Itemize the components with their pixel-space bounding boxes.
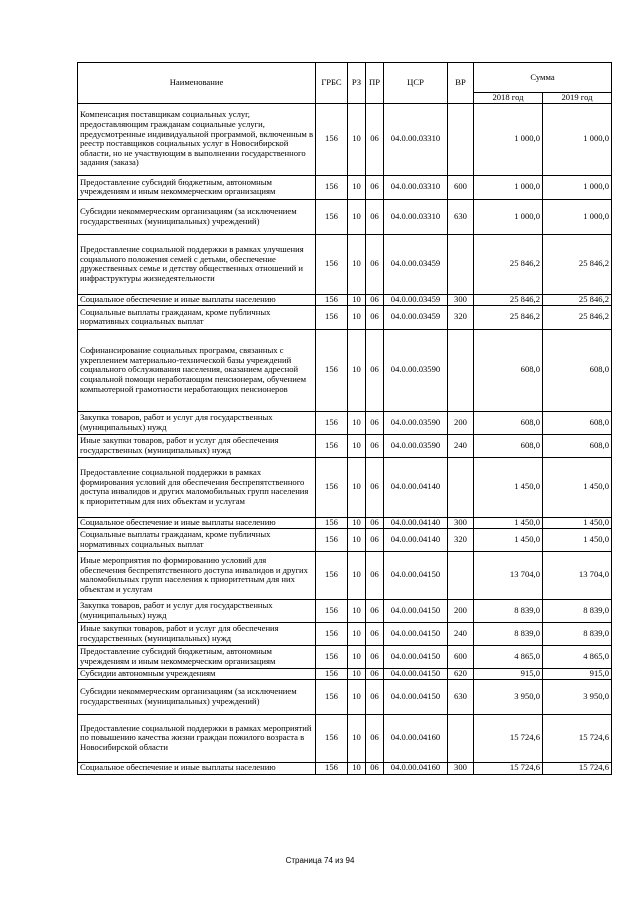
row-grbs: 156 (316, 551, 348, 599)
row-name: Социальные выплаты гражданам, кроме публичных нормативных социальных выплат (78, 305, 316, 329)
row-sum-2018: 4 865,0 (474, 645, 543, 668)
row-vr: 320 (448, 528, 474, 551)
row-sum-2018: 15 724,6 (474, 762, 543, 774)
row-pr: 06 (366, 762, 384, 774)
row-grbs: 156 (316, 294, 348, 305)
row-csr: 04.0.00.04140 (384, 517, 448, 528)
row-sum-2019: 1 450,0 (543, 457, 612, 517)
row-pr: 06 (366, 199, 384, 234)
budget-table (77, 62, 612, 775)
row-pr: 06 (366, 457, 384, 517)
row-name: Предоставление социальной поддержки в рамках формирования условий для обеспечения беспрепятственного доступа инвалидов и других маломобильных групп населения к приоритетным для них объектам и услугам (78, 457, 316, 517)
page-footer: Страница 74 из 94 (285, 856, 355, 865)
row-sum-2018: 15 724,6 (474, 714, 543, 762)
row-grbs: 156 (316, 434, 348, 457)
row-grbs: 156 (316, 175, 348, 199)
row-vr: 240 (448, 434, 474, 457)
table-row (78, 599, 612, 622)
row-rz: 10 (348, 668, 366, 679)
row-rz: 10 (348, 175, 366, 199)
row-vr: 200 (448, 599, 474, 622)
row-grbs: 156 (316, 714, 348, 762)
row-csr: 04.0.00.04150 (384, 599, 448, 622)
header-vr: ВР (448, 63, 474, 104)
header-year-2019: 2019 год (543, 93, 612, 104)
row-rz: 10 (348, 551, 366, 599)
row-vr: 240 (448, 622, 474, 645)
row-csr: 04.0.00.03590 (384, 329, 448, 411)
row-grbs: 156 (316, 305, 348, 329)
row-pr: 06 (366, 294, 384, 305)
row-vr: 300 (448, 517, 474, 528)
row-name: Предоставление субсидий бюджетным, автономным учреждениям и иным некоммерческим организациям (78, 645, 316, 668)
row-sum-2018: 1 450,0 (474, 457, 543, 517)
row-grbs: 156 (316, 234, 348, 294)
table-row (78, 622, 612, 645)
row-sum-2018: 915,0 (474, 668, 543, 679)
row-pr: 06 (366, 329, 384, 411)
row-name: Компенсация поставщикам социальных услуг, предоставляющим гражданам социальные услуги, предусмотренные индивидуальной программой, включенным в реестр поставщиков социальных услуг в Новосибирской области, но не участвующим в выполнении государственного задания (заказа) (78, 103, 316, 175)
row-grbs: 156 (316, 411, 348, 434)
row-csr: 04.0.00.04140 (384, 457, 448, 517)
row-grbs: 156 (316, 517, 348, 528)
table-row (78, 294, 612, 305)
row-rz: 10 (348, 714, 366, 762)
row-vr: 600 (448, 645, 474, 668)
row-name: Социальные выплаты гражданам, кроме публичных нормативных социальных выплат (78, 528, 316, 551)
table-row (78, 645, 612, 668)
row-rz: 10 (348, 234, 366, 294)
row-grbs: 156 (316, 103, 348, 175)
row-sum-2019: 915,0 (543, 668, 612, 679)
row-pr: 06 (366, 234, 384, 294)
row-rz: 10 (348, 679, 366, 714)
row-rz: 10 (348, 329, 366, 411)
row-rz: 10 (348, 517, 366, 528)
table-row (78, 234, 612, 294)
table-row (78, 411, 612, 434)
row-pr: 06 (366, 305, 384, 329)
row-pr: 06 (366, 517, 384, 528)
row-name: Субсидии некоммерческим организациям (за исключением государственных (муниципальных) учреждений) (78, 679, 316, 714)
row-sum-2018: 25 846,2 (474, 234, 543, 294)
row-csr: 04.0.00.04160 (384, 714, 448, 762)
row-pr: 06 (366, 551, 384, 599)
row-name: Предоставление социальной поддержки в рамках мероприятий по повышению качества жизни граждан пожилого возраста в Новосибирской области (78, 714, 316, 762)
row-rz: 10 (348, 645, 366, 668)
table-row (78, 668, 612, 679)
row-grbs: 156 (316, 528, 348, 551)
row-vr (448, 329, 474, 411)
row-csr: 04.0.00.03310 (384, 175, 448, 199)
row-vr (448, 714, 474, 762)
row-name: Закупка товаров, работ и услуг для государственных (муниципальных) нужд (78, 411, 316, 434)
row-name: Иные закупки товаров, работ и услуг для обеспечения государственных (муниципальных) нужд (78, 622, 316, 645)
row-vr (448, 234, 474, 294)
row-sum-2018: 1 000,0 (474, 199, 543, 234)
row-csr: 04.0.00.03459 (384, 234, 448, 294)
row-sum-2018: 1 000,0 (474, 103, 543, 175)
row-vr: 630 (448, 199, 474, 234)
row-name: Закупка товаров, работ и услуг для государственных (муниципальных) нужд (78, 599, 316, 622)
row-name: Иные закупки товаров, работ и услуг для обеспечения государственных (муниципальных) нужд (78, 434, 316, 457)
row-pr: 06 (366, 411, 384, 434)
table-row (78, 517, 612, 528)
row-pr: 06 (366, 645, 384, 668)
row-sum-2019: 608,0 (543, 411, 612, 434)
row-rz: 10 (348, 528, 366, 551)
header-csr: ЦСР (384, 63, 448, 104)
row-sum-2019: 15 724,6 (543, 714, 612, 762)
header-sum: Сумма (474, 63, 612, 93)
table-row (78, 762, 612, 774)
row-sum-2019: 1 450,0 (543, 517, 612, 528)
row-sum-2019: 25 846,2 (543, 294, 612, 305)
row-csr: 04.0.00.04160 (384, 762, 448, 774)
row-sum-2019: 8 839,0 (543, 622, 612, 645)
row-rz: 10 (348, 434, 366, 457)
row-pr: 06 (366, 528, 384, 551)
row-name: Предоставление социальной поддержки в рамках улучшения социального положения семей с детьми, обеспечение дружественных семье и детству общественных отношений и инфраструктуры жизнедеятельности (78, 234, 316, 294)
table-row (78, 329, 612, 411)
row-rz: 10 (348, 411, 366, 434)
table-row (78, 199, 612, 234)
row-csr: 04.0.00.04150 (384, 645, 448, 668)
header-name: Наименование (78, 63, 316, 104)
row-sum-2019: 25 846,2 (543, 305, 612, 329)
row-sum-2019: 25 846,2 (543, 234, 612, 294)
row-csr: 04.0.00.03590 (384, 411, 448, 434)
row-sum-2018: 8 839,0 (474, 599, 543, 622)
row-vr: 630 (448, 679, 474, 714)
row-vr: 200 (448, 411, 474, 434)
row-sum-2019: 608,0 (543, 329, 612, 411)
row-grbs: 156 (316, 668, 348, 679)
row-sum-2018: 13 704,0 (474, 551, 543, 599)
table-row (78, 434, 612, 457)
row-pr: 06 (366, 622, 384, 645)
row-csr: 04.0.00.03459 (384, 305, 448, 329)
row-rz: 10 (348, 294, 366, 305)
row-sum-2018: 608,0 (474, 411, 543, 434)
row-grbs: 156 (316, 762, 348, 774)
row-csr: 04.0.00.03590 (384, 434, 448, 457)
row-sum-2018: 3 950,0 (474, 679, 543, 714)
row-name: Иные мероприятия по формированию условий для обеспечения беспрепятственного доступа инвалидов и других маломобильных групп населения к приоритетным для них объектам и услугам (78, 551, 316, 599)
row-sum-2019: 13 704,0 (543, 551, 612, 599)
row-grbs: 156 (316, 645, 348, 668)
row-sum-2018: 1 000,0 (474, 175, 543, 199)
row-csr: 04.0.00.04150 (384, 668, 448, 679)
row-grbs: 156 (316, 599, 348, 622)
row-pr: 06 (366, 599, 384, 622)
row-sum-2019: 15 724,6 (543, 762, 612, 774)
row-sum-2018: 1 450,0 (474, 528, 543, 551)
row-vr: 600 (448, 175, 474, 199)
row-sum-2019: 8 839,0 (543, 599, 612, 622)
row-csr: 04.0.00.04150 (384, 622, 448, 645)
table-row (78, 175, 612, 199)
row-csr: 04.0.00.04150 (384, 679, 448, 714)
row-grbs: 156 (316, 457, 348, 517)
row-sum-2019: 1 000,0 (543, 103, 612, 175)
row-rz: 10 (348, 199, 366, 234)
row-sum-2019: 1 450,0 (543, 528, 612, 551)
row-name: Социальное обеспечение и иные выплаты населению (78, 517, 316, 528)
row-rz: 10 (348, 305, 366, 329)
row-rz: 10 (348, 599, 366, 622)
row-pr: 06 (366, 668, 384, 679)
row-rz: 10 (348, 762, 366, 774)
row-sum-2019: 3 950,0 (543, 679, 612, 714)
row-sum-2018: 8 839,0 (474, 622, 543, 645)
row-vr (448, 551, 474, 599)
row-pr: 06 (366, 434, 384, 457)
row-csr: 04.0.00.04150 (384, 551, 448, 599)
table-row (78, 528, 612, 551)
row-name: Предоставление субсидий бюджетным, автономным учреждениям и иным некоммерческим организациям (78, 175, 316, 199)
header-pr: ПР (366, 63, 384, 104)
row-name: Социальное обеспечение и иные выплаты населению (78, 762, 316, 774)
row-sum-2018: 25 846,2 (474, 294, 543, 305)
row-pr: 06 (366, 679, 384, 714)
row-csr: 04.0.00.03310 (384, 199, 448, 234)
row-sum-2018: 25 846,2 (474, 305, 543, 329)
table-row (78, 714, 612, 762)
row-vr (448, 103, 474, 175)
row-csr: 04.0.00.03310 (384, 103, 448, 175)
row-grbs: 156 (316, 199, 348, 234)
row-sum-2018: 1 450,0 (474, 517, 543, 528)
row-rz: 10 (348, 103, 366, 175)
row-name: Субсидии некоммерческим организациям (за исключением государственных (муниципальных) учреждений) (78, 199, 316, 234)
row-csr: 04.0.00.04140 (384, 528, 448, 551)
row-csr: 04.0.00.03459 (384, 294, 448, 305)
row-vr: 620 (448, 668, 474, 679)
row-name: Софинансирование социальных программ, связанных с укреплением материально-технической базы учреждений социального обслуживания населения, оказанием адресной социальной помощи неработающим пенсионерам, обучением компьютерной грамотности неработающих пенсионеров (78, 329, 316, 411)
table-row (78, 551, 612, 599)
row-grbs: 156 (316, 622, 348, 645)
row-vr: 320 (448, 305, 474, 329)
header-grbs: ГРБС (316, 63, 348, 104)
row-sum-2019: 1 000,0 (543, 199, 612, 234)
table-row (78, 457, 612, 517)
row-rz: 10 (348, 622, 366, 645)
row-grbs: 156 (316, 329, 348, 411)
row-sum-2018: 608,0 (474, 434, 543, 457)
row-rz: 10 (348, 457, 366, 517)
row-vr: 300 (448, 294, 474, 305)
table-row (78, 103, 612, 175)
table-row (78, 679, 612, 714)
row-grbs: 156 (316, 679, 348, 714)
header-rz: РЗ (348, 63, 366, 104)
row-vr (448, 457, 474, 517)
row-name: Социальное обеспечение и иные выплаты населению (78, 294, 316, 305)
row-pr: 06 (366, 103, 384, 175)
row-vr: 300 (448, 762, 474, 774)
table-row (78, 305, 612, 329)
row-pr: 06 (366, 175, 384, 199)
row-name: Субсидии автономным учреждениям (78, 668, 316, 679)
row-sum-2019: 1 000,0 (543, 175, 612, 199)
row-sum-2019: 4 865,0 (543, 645, 612, 668)
row-sum-2019: 608,0 (543, 434, 612, 457)
header-year-2018: 2018 год (474, 93, 543, 104)
row-sum-2018: 608,0 (474, 329, 543, 411)
row-pr: 06 (366, 714, 384, 762)
